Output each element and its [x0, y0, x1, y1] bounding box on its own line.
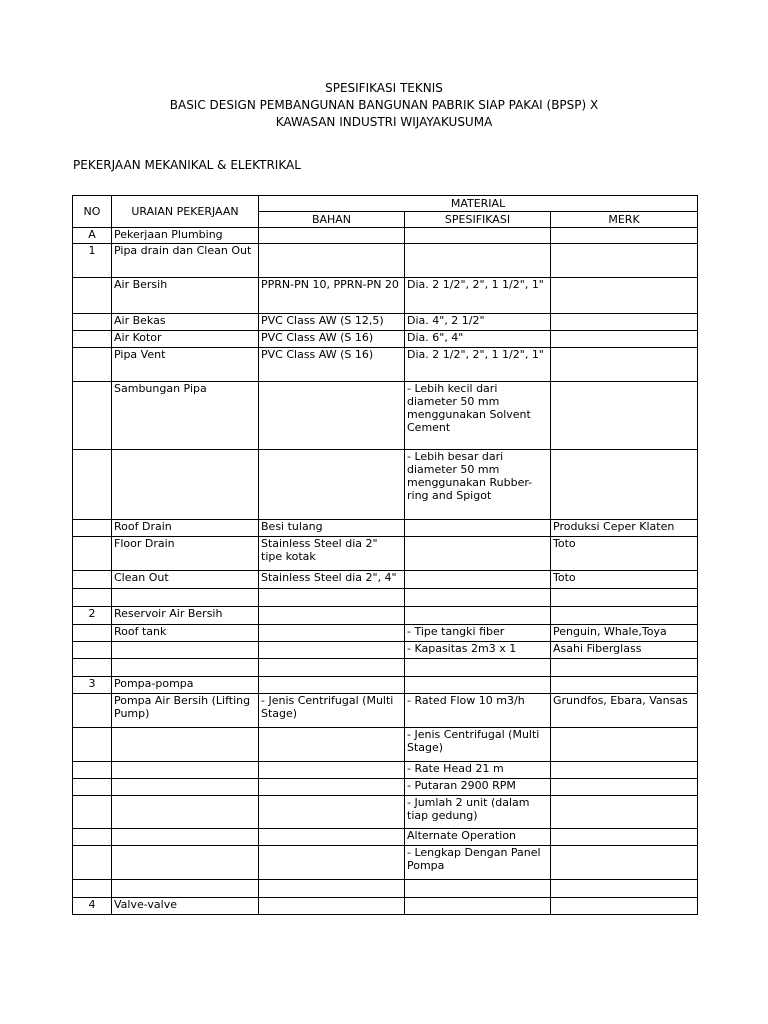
cell-no: 1: [73, 244, 112, 278]
cell-bahan: PPRN-PN 10, PPRN-PN 20: [259, 278, 405, 314]
cell-uraian: [112, 880, 259, 898]
cell-bahan: [259, 607, 405, 625]
cell-spesifikasi: Dia. 4", 2 1/2": [405, 314, 551, 331]
header-material: MATERIAL: [259, 196, 698, 212]
cell-no: 3: [73, 677, 112, 694]
cell-spesifikasi: Dia. 2 1/2", 2", 1 1/2", 1": [405, 348, 551, 382]
header-merk: MERK: [551, 212, 698, 228]
cell-spesifikasi: [405, 607, 551, 625]
cell-no: [73, 829, 112, 846]
cell-merk: [551, 829, 698, 846]
cell-no: [73, 537, 112, 571]
cell-no: [73, 642, 112, 659]
table-row: [73, 846, 698, 880]
cell-no: [73, 728, 112, 762]
cell-no: [73, 880, 112, 898]
cell-merk: Produksi Ceper Klaten: [551, 520, 698, 537]
cell-merk: [551, 450, 698, 520]
section-heading: PEKERJAAN MEKANIKAL & ELEKTRIKAL: [73, 158, 301, 172]
cell-merk: [551, 880, 698, 898]
table-row: [73, 382, 698, 450]
cell-uraian: Pekerjaan Plumbing: [112, 228, 259, 244]
table-body: [73, 228, 698, 915]
cell-bahan: [259, 898, 405, 915]
specification-table: [72, 195, 698, 915]
table-row: [73, 314, 698, 331]
cell-merk: [551, 659, 698, 677]
cell-bahan: [259, 382, 405, 450]
table-row: [73, 571, 698, 589]
cell-spesifikasi: - Tipe tangki fiber: [405, 625, 551, 642]
table-row: [73, 642, 698, 659]
cell-spesifikasi: [405, 228, 551, 244]
cell-bahan: [259, 728, 405, 762]
cell-spesifikasi: [405, 571, 551, 589]
cell-no: [73, 331, 112, 348]
cell-bahan: [259, 762, 405, 779]
cell-no: [73, 625, 112, 642]
cell-merk: Toto: [551, 571, 698, 589]
cell-merk: [551, 677, 698, 694]
table-row: [73, 348, 698, 382]
cell-bahan: Stainless Steel dia 2", 4": [259, 571, 405, 589]
cell-bahan: Stainless Steel dia 2" tipe kotak: [259, 537, 405, 571]
table-row: [73, 796, 698, 829]
cell-merk: [551, 244, 698, 278]
cell-no: [73, 571, 112, 589]
cell-uraian: Reservoir Air Bersih: [112, 607, 259, 625]
header-uraian: URAIAN PEKERJAAN: [112, 196, 259, 228]
table-row: [73, 829, 698, 846]
cell-uraian: Air Bersih: [112, 278, 259, 314]
cell-no: [73, 278, 112, 314]
header-bahan: BAHAN: [259, 212, 405, 228]
cell-merk: [551, 331, 698, 348]
cell-no: [73, 762, 112, 779]
cell-bahan: PVC Class AW (S 16): [259, 348, 405, 382]
cell-no: [73, 314, 112, 331]
cell-no: [73, 520, 112, 537]
cell-bahan: PVC Class AW (S 12,5): [259, 314, 405, 331]
cell-spesifikasi: - Lebih kecil dari diameter 50 mm menggunakan Solvent Cement: [405, 382, 551, 450]
table-row: [73, 880, 698, 898]
cell-merk: [551, 846, 698, 880]
cell-uraian: Pipa drain dan Clean Out: [112, 244, 259, 278]
cell-no: [73, 589, 112, 607]
cell-spesifikasi: [405, 537, 551, 571]
table-row: [73, 520, 698, 537]
cell-no: [73, 846, 112, 880]
cell-spesifikasi: [405, 244, 551, 278]
cell-uraian: Pipa Vent: [112, 348, 259, 382]
table-row: [73, 537, 698, 571]
cell-uraian: [112, 642, 259, 659]
cell-spesifikasi: [405, 677, 551, 694]
table-row: [73, 278, 698, 314]
cell-bahan: [259, 677, 405, 694]
cell-uraian: Pompa Air Bersih (Lifting Pump): [112, 694, 259, 728]
cell-spesifikasi: [405, 520, 551, 537]
cell-bahan: [259, 625, 405, 642]
cell-uraian: Roof tank: [112, 625, 259, 642]
table-row: [73, 450, 698, 520]
cell-merk: [551, 796, 698, 829]
cell-merk: Penguin, Whale,Toya: [551, 625, 698, 642]
cell-bahan: [259, 450, 405, 520]
cell-no: [73, 382, 112, 450]
cell-bahan: [259, 846, 405, 880]
cell-spesifikasi: - Kapasitas 2m3 x 1: [405, 642, 551, 659]
cell-spesifikasi: Dia. 6", 4": [405, 331, 551, 348]
cell-bahan: [259, 659, 405, 677]
cell-no: [73, 659, 112, 677]
cell-merk: [551, 779, 698, 796]
cell-merk: [551, 898, 698, 915]
cell-uraian: [112, 829, 259, 846]
cell-bahan: Besi tulang: [259, 520, 405, 537]
cell-spesifikasi: Alternate Operation: [405, 829, 551, 846]
cell-no: [73, 450, 112, 520]
cell-spesifikasi: - Putaran 2900 RPM: [405, 779, 551, 796]
cell-no: [73, 796, 112, 829]
title-line: BASIC DESIGN PEMBANGUNAN BANGUNAN PABRIK SIAP PAKAI (BPSP) X: [169, 98, 599, 112]
cell-uraian: [112, 728, 259, 762]
cell-merk: Grundfos, Ebara, Vansas: [551, 694, 698, 728]
cell-bahan: [259, 244, 405, 278]
cell-bahan: [259, 796, 405, 829]
cell-spesifikasi: Dia. 2 1/2", 2", 1 1/2", 1": [405, 278, 551, 314]
cell-merk: [551, 278, 698, 314]
table-row: [73, 659, 698, 677]
cell-bahan: [259, 642, 405, 659]
cell-uraian: [112, 846, 259, 880]
cell-merk: [551, 728, 698, 762]
cell-no: [73, 779, 112, 796]
cell-no: [73, 694, 112, 728]
cell-uraian: [112, 450, 259, 520]
cell-no: A: [73, 228, 112, 244]
cell-bahan: PVC Class AW (S 16): [259, 331, 405, 348]
table-row: [73, 762, 698, 779]
cell-spesifikasi: [405, 659, 551, 677]
cell-merk: [551, 314, 698, 331]
table-row: [73, 589, 698, 607]
cell-uraian: Roof Drain: [112, 520, 259, 537]
title-line: KAWASAN INDUSTRI WIJAYAKUSUMA: [275, 115, 493, 129]
cell-uraian: Clean Out: [112, 571, 259, 589]
cell-uraian: Valve-valve: [112, 898, 259, 915]
cell-no: 4: [73, 898, 112, 915]
cell-uraian: [112, 796, 259, 829]
cell-merk: Toto: [551, 537, 698, 571]
cell-no: 2: [73, 607, 112, 625]
cell-spesifikasi: - Jumlah 2 unit (dalam tiap gedung): [405, 796, 551, 829]
cell-uraian: Air Bekas: [112, 314, 259, 331]
table-row: [73, 625, 698, 642]
table-row: [73, 607, 698, 625]
cell-spesifikasi: - Lebih besar dari diameter 50 mm menggunakan Rubber-ring and Spigot: [405, 450, 551, 520]
cell-merk: [551, 228, 698, 244]
cell-spesifikasi: [405, 880, 551, 898]
cell-spesifikasi: [405, 589, 551, 607]
cell-bahan: [259, 228, 405, 244]
cell-spesifikasi: - Lengkap Dengan Panel Pompa: [405, 846, 551, 880]
document-title-block: [0, 80, 768, 131]
cell-spesifikasi: - Rated Flow 10 m3/h: [405, 694, 551, 728]
table-row: [73, 898, 698, 915]
cell-spesifikasi: - Rate Head 21 m: [405, 762, 551, 779]
table-row: [73, 331, 698, 348]
table-row: [73, 728, 698, 762]
header-spesifikasi: SPESIFIKASI: [405, 212, 551, 228]
cell-merk: [551, 348, 698, 382]
cell-bahan: [259, 589, 405, 607]
cell-bahan: [259, 829, 405, 846]
table-row: [73, 779, 698, 796]
cell-bahan: [259, 779, 405, 796]
cell-uraian: Floor Drain: [112, 537, 259, 571]
cell-bahan: [259, 880, 405, 898]
table-row: [73, 244, 698, 278]
cell-uraian: [112, 659, 259, 677]
cell-merk: Asahi Fiberglass: [551, 642, 698, 659]
cell-merk: [551, 607, 698, 625]
cell-merk: [551, 762, 698, 779]
cell-bahan: - Jenis Centrifugal (Multi Stage): [259, 694, 405, 728]
table-row: [73, 228, 698, 244]
table-row: [73, 677, 698, 694]
cell-spesifikasi: [405, 898, 551, 915]
cell-uraian: [112, 762, 259, 779]
cell-uraian: [112, 779, 259, 796]
cell-uraian: Air Kotor: [112, 331, 259, 348]
cell-uraian: Sambungan Pipa: [112, 382, 259, 450]
cell-uraian: Pompa-pompa: [112, 677, 259, 694]
cell-no: [73, 348, 112, 382]
header-no: NO: [73, 196, 112, 228]
cell-spesifikasi: - Jenis Centrifugal (Multi Stage): [405, 728, 551, 762]
cell-uraian: [112, 589, 259, 607]
title-line: SPESIFIKASI TEKNIS: [325, 81, 443, 95]
table-row: [73, 694, 698, 728]
cell-merk: [551, 589, 698, 607]
cell-merk: [551, 382, 698, 450]
